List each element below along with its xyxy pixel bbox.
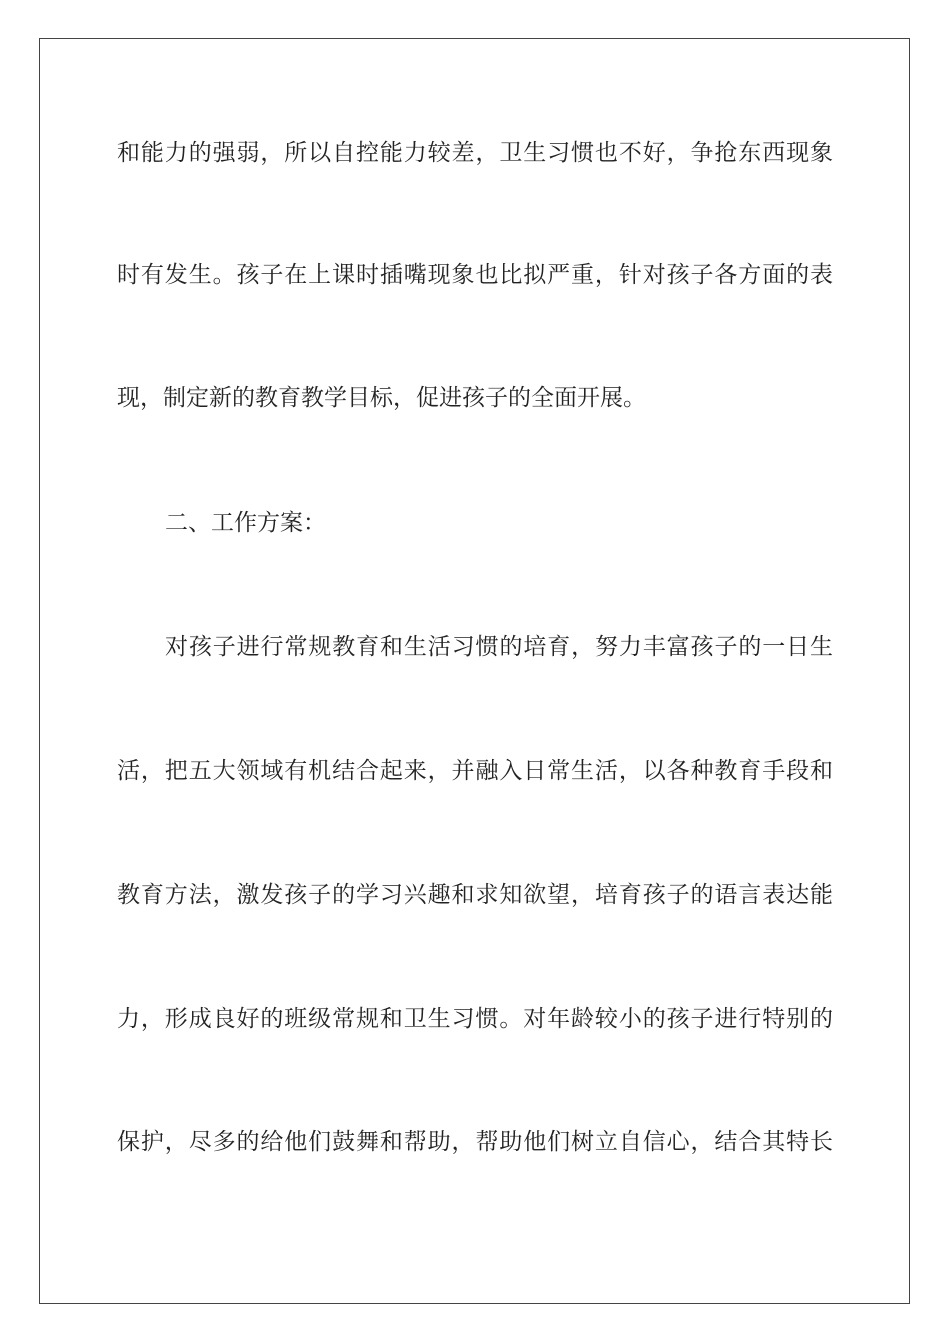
paragraph-line-3: 现，制定新的教育教学目标，促进孩子的全面开展。	[117, 385, 646, 411]
paragraph-line-8: 保护，尽多的给他们鼓舞和帮助，帮助他们树立自信心，结合其特长	[117, 1129, 833, 1155]
paragraph-line-1: 和能力的强弱，所以自控能力较差，卫生习惯也不好，争抢东西现象	[117, 140, 833, 166]
paragraph-line-2: 时有发生。孩子在上课时插嘴现象也比拟严重，针对孩子各方面的表	[117, 262, 833, 288]
paragraph-line-4: 对孩子进行常规教育和生活习惯的培育，努力丰富孩子的一日生	[165, 634, 833, 660]
paragraph-line-7: 力，形成良好的班级常规和卫生习惯。对年龄较小的孩子进行特别的	[117, 1006, 833, 1032]
paragraph-line-6: 教育方法，激发孩子的学习兴趣和求知欲望，培育孩子的语言表达能	[117, 882, 833, 908]
section-heading: 二、工作方案：	[165, 510, 326, 536]
page-border	[39, 38, 910, 1304]
paragraph-line-5: 活，把五大领域有机结合起来，并融入日常生活，以各种教育手段和	[117, 758, 833, 784]
